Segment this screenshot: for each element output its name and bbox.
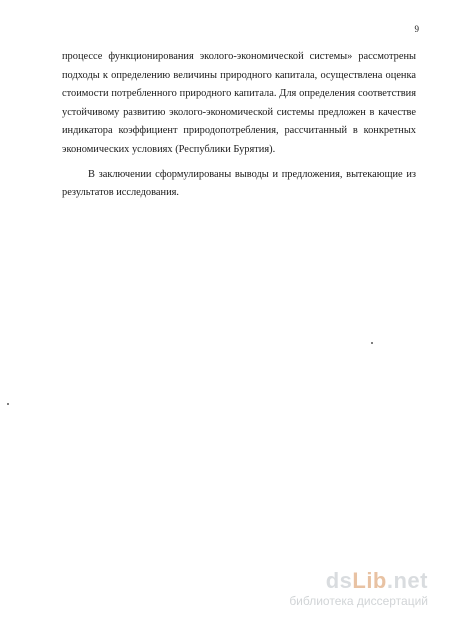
- scan-speck: [7, 403, 9, 405]
- page-number: 9: [414, 24, 419, 34]
- watermark-tagline: библиотека диссертаций: [289, 594, 428, 608]
- watermark: [268, 568, 440, 610]
- paragraph-1: процессе функционирования эколого-экономической системы» рассмотрены подходы к определению величины природного капитала, осуществлена оценка стоимости потребленного природного капитала. Для определения соответствия устойчивому развитию эколого-экономической системы предложен в качестве индикатора коэффициент природопотребления, рассчитанный в конкретных экономических условиях (Республики Бурятия).: [62, 51, 416, 155]
- watermark-logo: [326, 568, 428, 594]
- paragraph-2: В заключении сформулированы выводы и предложения, вытекающие из результатов исследования.: [62, 168, 416, 199]
- watermark-logo-lib: Lib: [352, 568, 387, 593]
- body-text: [62, 48, 416, 203]
- scan-speck: [371, 342, 373, 344]
- watermark-logo-ds: ds: [325, 568, 353, 593]
- watermark-logo-net: .net: [386, 568, 428, 593]
